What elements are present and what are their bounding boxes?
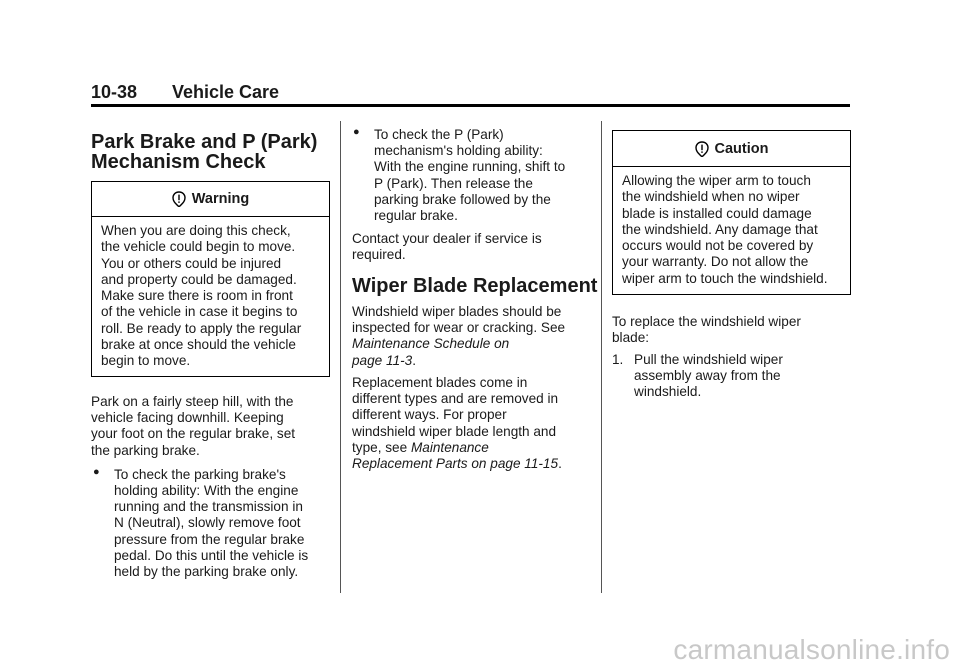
caution-text-line: Allowing the wiper arm to touch [622,173,811,188]
period: . [558,456,562,471]
parking-brake-bullet-line: To check the parking brake's [114,467,286,482]
replacement-parts-link[interactable]: Replacement Parts on page 11-15 [352,456,559,471]
warning-text-line: begin to move. [101,353,191,368]
replacement-paragraph-line: different ways. For proper [352,407,507,422]
park-paragraph-line: vehicle facing downhill. Keeping [91,410,284,425]
parking-brake-bullet-line: pedal. Do this until the vehicle is [114,548,309,563]
caution-text-line: occurs would not be covered by [622,238,814,253]
maintenance-parts-link[interactable]: Maintenance [410,440,489,455]
caution-header [613,131,850,167]
step-text-line: assembly away from the [634,368,781,383]
replacement-paragraph-line: different types and are removed in [352,391,559,406]
maintenance-schedule-link[interactable]: Maintenance Schedule on [352,336,510,351]
period: . [412,353,416,368]
wiper-paragraph-line: inspected for wear or cracking. See [352,320,566,335]
header-rule [91,104,850,107]
type-see-text: type, see [352,440,411,455]
park-paragraph-line: the parking brake. [91,443,200,458]
step-text-line: windshield. [634,384,702,399]
warning-text-line: and property could be damaged. [101,272,297,287]
warning-text-line: You or others could be injured [101,256,282,271]
caution-text-line: wiper arm to touch the windshield. [622,271,828,286]
warning-box [91,181,330,377]
watermark-text: carmanualsonline.info [673,634,950,665]
column-divider-1 [340,121,341,593]
park-mechanism-bullet-line: regular brake. [374,208,458,223]
warning-text-line: Make sure there is room in front [101,288,293,303]
parking-brake-bullet-line: N (Neutral), slowly remove foot [114,515,301,530]
replacement-paragraph-line [352,456,562,472]
step-text-line: Pull the windshield wiper [634,352,783,367]
section-title: Vehicle Care [172,82,280,102]
park-paragraph-line: Park on a fairly steep hill, with the [91,394,294,409]
caution-title: Caution [714,140,769,157]
park-paragraph-line: your foot on the regular brake, set [91,426,296,441]
warning-text-line: When you are doing this check, [101,223,291,238]
section-heading-park-brake: Park Brake and P (Park) [91,131,318,153]
caution-text-line: the windshield when no wiper [622,189,800,204]
page-ref-link[interactable]: page 11-3 [352,353,413,368]
park-mechanism-bullet-line: parking brake followed by the [374,192,551,207]
parking-brake-bullet-line: running and the transmission in [114,499,303,514]
warning-icon [172,191,186,207]
warning-header [92,182,329,217]
caution-icon [695,141,709,157]
section-heading-wiper: Wiper Blade Replacement [352,275,598,297]
park-mechanism-bullet-line: P (Park). Then release the [374,176,533,191]
warning-text-line: brake at once should the vehicle [101,337,296,352]
replacement-paragraph-line: Replacement blades come in [352,375,528,390]
parking-brake-bullet-line: held by the parking brake only. [114,564,299,579]
replacement-paragraph-line [352,440,489,456]
replace-intro-line: blade: [612,330,650,345]
park-mechanism-bullet-line: With the engine running, shift to [374,159,566,174]
wiper-paragraph-line: Windshield wiper blades should be [352,304,562,319]
page-number: 10-38 [91,82,138,102]
warning-text-line: of the vehicle in case it begins to [101,304,298,319]
caution-text-line: your warranty. Do not allow the [622,254,809,269]
bullet-icon: ● [353,126,360,138]
park-mechanism-bullet-line: mechanism's holding ability: [374,143,543,158]
parking-brake-bullet-line: holding ability: With the engine [114,483,299,498]
replacement-paragraph-line: windshield wiper blade length and [352,424,557,439]
section-heading-park-brake-line2: Mechanism Check [91,151,266,173]
caution-box [612,130,851,295]
caution-text-line: the windshield. Any damage that [622,222,818,237]
contact-dealer-line: Contact your dealer if service is [352,231,542,246]
caution-text-line: blade is installed could damage [622,206,812,221]
replace-intro-line: To replace the windshield wiper [612,314,801,329]
parking-brake-bullet-line: pressure from the regular brake [114,532,305,547]
park-mechanism-bullet-line: To check the P (Park) [374,127,504,142]
contact-dealer-line: required. [352,247,406,262]
warning-title: Warning [191,191,250,207]
wiper-paragraph-line [352,353,416,369]
bullet-icon: ● [93,466,100,478]
warning-text-line: roll. Be ready to apply the regular [101,321,302,336]
warning-text-line: the vehicle could begin to move. [101,239,296,254]
step-number: 1. [612,352,624,367]
column-divider-2 [601,121,602,593]
